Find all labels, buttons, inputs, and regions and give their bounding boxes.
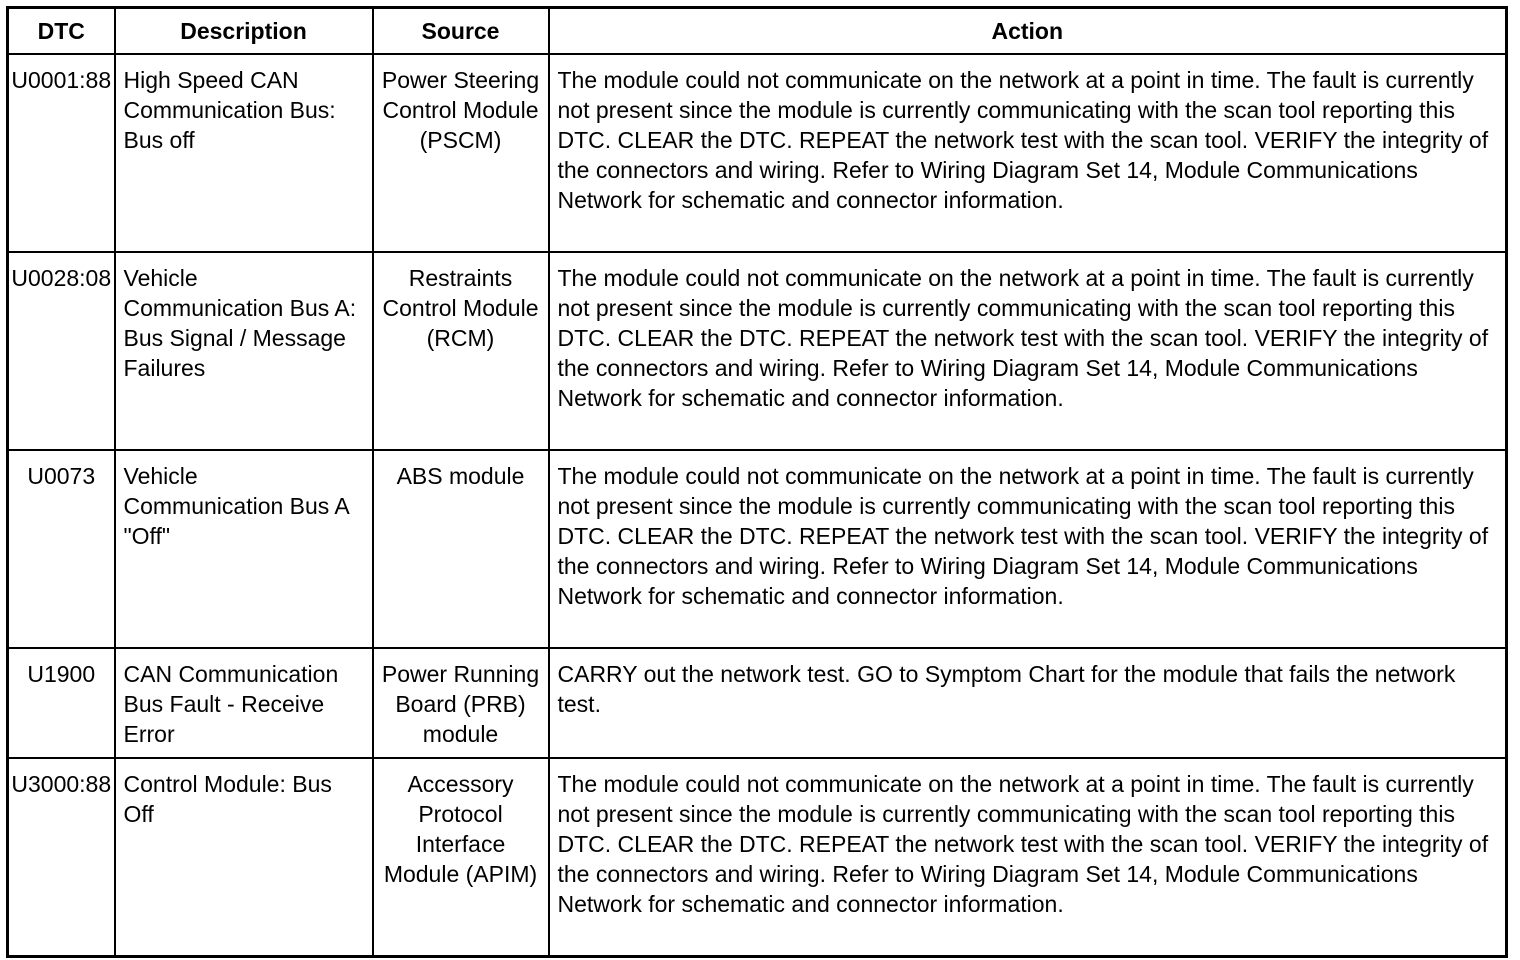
cell-action: The module could not communicate on the network at a point in time. The fault is currently not present since the module is currently communicating with the scan tool reporting this DTC. CLEAR the DTC. REPEAT the network test with the scan tool. VERIFY the integrity of the connectors and wiring. Refer to Wiring Diagram Set 14, Module Communications Network for schematic and connector information. bbox=[549, 758, 1507, 956]
cell-source: ABS module bbox=[373, 450, 549, 648]
table-row bbox=[8, 54, 1507, 252]
cell-description: Vehicle Communication Bus A "Off" bbox=[115, 450, 373, 648]
header-description: Description bbox=[115, 8, 373, 55]
cell-source: Restraints Control Module (RCM) bbox=[373, 252, 549, 450]
cell-action: The module could not communicate on the network at a point in time. The fault is currently not present since the module is currently communicating with the scan tool reporting this DTC. CLEAR the DTC. REPEAT the network test with the scan tool. VERIFY the integrity of the connectors and wiring. Refer to Wiring Diagram Set 14, Module Communications Network for schematic and connector information. bbox=[549, 252, 1507, 450]
cell-source: Power Steering Control Module (PSCM) bbox=[373, 54, 549, 252]
table-row bbox=[8, 758, 1507, 956]
cell-description: Control Module: Bus Off bbox=[115, 758, 373, 956]
cell-source: Power Running Board (PRB) module bbox=[373, 648, 549, 758]
cell-action: The module could not communicate on the network at a point in time. The fault is currently not present since the module is currently communicating with the scan tool reporting this DTC. CLEAR the DTC. REPEAT the network test with the scan tool. VERIFY the integrity of the connectors and wiring. Refer to Wiring Diagram Set 14, Module Communications Network for schematic and connector information. bbox=[549, 450, 1507, 648]
cell-dtc: U0001:88 bbox=[8, 54, 115, 252]
table-header-row bbox=[8, 8, 1507, 55]
cell-dtc: U0028:08 bbox=[8, 252, 115, 450]
dtc-table-container bbox=[6, 6, 1508, 956]
cell-action: The module could not communicate on the network at a point in time. The fault is currently not present since the module is currently communicating with the scan tool reporting this DTC. CLEAR the DTC. REPEAT the network test with the scan tool. VERIFY the integrity of the connectors and wiring. Refer to Wiring Diagram Set 14, Module Communications Network for schematic and connector information. bbox=[549, 54, 1507, 252]
table-row bbox=[8, 252, 1507, 450]
cell-source: Accessory Protocol Interface Module (APIM) bbox=[373, 758, 549, 956]
cell-dtc: U1900 bbox=[8, 648, 115, 758]
header-source: Source bbox=[373, 8, 549, 55]
cell-action: CARRY out the network test. GO to Symptom Chart for the module that fails the network test. bbox=[549, 648, 1507, 758]
cell-dtc: U3000:88 bbox=[8, 758, 115, 956]
table-row bbox=[8, 450, 1507, 648]
cell-description: Vehicle Communication Bus A: Bus Signal / Message Failures bbox=[115, 252, 373, 450]
cell-dtc: U0073 bbox=[8, 450, 115, 648]
header-dtc: DTC bbox=[8, 8, 115, 55]
cell-description: CAN Communication Bus Fault - Receive Error bbox=[115, 648, 373, 758]
header-action: Action bbox=[549, 8, 1507, 55]
table-row bbox=[8, 648, 1507, 758]
cell-description: High Speed CAN Communication Bus: Bus off bbox=[115, 54, 373, 252]
dtc-table bbox=[6, 6, 1508, 958]
